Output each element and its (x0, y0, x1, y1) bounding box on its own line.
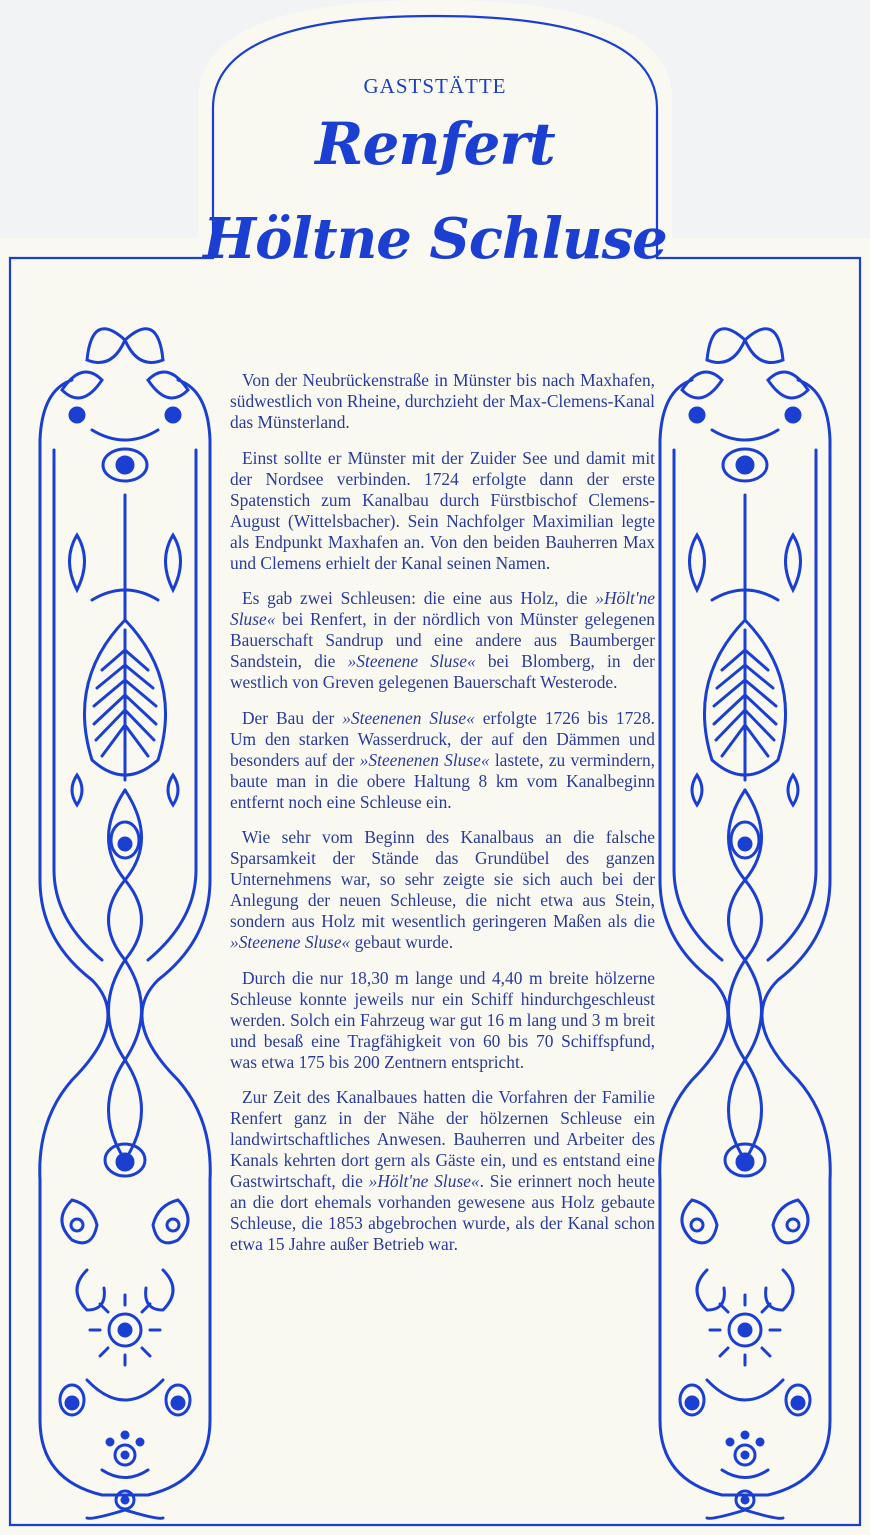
paragraph-text: Es gab zwei Schleusen: die eine aus Holz, die (242, 588, 596, 608)
paragraph-text: Durch die nur 18,30 m lange und 4,40 m breite hölzerne Schleuse konnte jeweils nur ein Schiff hindurchgeschleust werden. Solch ein Fahrzeug war gut 16 m lang und 3 m breit und besaß eine Tragfähigkeit von 60 bis 70 Schiffspfund, was etwa 175 bis 200 Zentnern entspricht. (230, 967, 655, 1072)
paragraph (230, 708, 655, 813)
quoted-name: »Hölt'ne Sluse« (230, 588, 655, 629)
title-subname: Höltne Schluse (203, 206, 667, 272)
paragraph (230, 448, 655, 574)
paragraph (230, 968, 655, 1073)
paragraph-text: Von der Neubrückenstraße in Münster bis nach Maxhafen, südwestlich von Rheine, durchzieht der Max-Clemens-Kanal das Münsterland. (230, 370, 655, 432)
ornament-left-icon (32, 320, 218, 1520)
eyebrow-label: GASTSTÄTTE (363, 74, 507, 98)
paragraph (230, 588, 655, 693)
ornament-right-icon (652, 320, 838, 1520)
paragraph-text: gebaut wurde. (350, 932, 454, 952)
quoted-name: »Hölt'ne Sluse« (368, 1171, 480, 1191)
quoted-name: »Steenene Sluse« (230, 932, 351, 952)
paragraph (230, 1087, 655, 1255)
paragraph-text: Zur Zeit des Kanalbaues hatten die Vorfahren der Familie Renfert ganz in der Nähe der hölzernen Schleuse ein landwirtschaftliches Anwesen. Bauherren und Arbeiter des Kanals kehrten dort gern als Gäste ein, und es entstand eine Gastwirtschaft, die (230, 1087, 655, 1191)
paragraph-text: lastete, zu vermindern, baute man in die obere Haltung 8 km vom Kanalbeginn entfernt noch eine Schleuse ein. (230, 749, 656, 812)
paragraph-text: erfolgte 1726 bis 1728. Um den starken Wasserdruck, der auf den Dämmen und besonders auf der (230, 707, 656, 770)
paragraph-text: Einst sollte er Münster mit der Zuider See und damit mit der Nordsee verbinden. 1724 erfolgte dann der erste Spatenstich zum Kanalbau durch Fürstbischof Clemens-August (Wittelsbacher). Sein Nachfolger Maximilian legte als Endpunkt Maxhafen an. Von den beiden Bauherren Max und Clemens erhielt der Kanal seinen Namen. (230, 447, 655, 573)
paragraph-text: . Sie erinnert noch heute an die dort ehemals vorhanden gewesene aus Holz gebaute Schleuse, die 1853 abgebrochen wurde, als der Kanal schon etwa 15 Jahre außer Betrieb war. (230, 1171, 656, 1254)
history-text (230, 370, 655, 1255)
title-name: Renfert (315, 110, 555, 178)
paragraph-text: Wie sehr vom Beginn des Kanalbaus an die falsche Sparsamkeit der Stände das Grundübel des ganzen Unternehmens war, so sehr zeigte sie sich auch bei der Anlegung der neuen Schleuse, die nicht etwa aus Stein, sondern aus Holz mit wesentlich geringeren Maßen als die (230, 827, 655, 931)
paragraph (230, 370, 655, 433)
quoted-name: »Steenene Sluse« (347, 651, 476, 671)
quoted-name: »Steenenen Sluse« (359, 749, 490, 770)
paragraph-text: bei Renfert, in der nördlich von Münster gelegenen Bauerschaft Sandrup und eine andere aus Baumberger Sandstein, die (230, 609, 655, 671)
paragraph-text: bei Blomberg, in der westlich von Greven gelegenen Bauerschaft Westerode. (230, 651, 655, 692)
quoted-name: »Steenenen Sluse« (342, 707, 475, 728)
paragraph (230, 827, 655, 953)
paragraph-text: Der Bau der (242, 707, 343, 728)
